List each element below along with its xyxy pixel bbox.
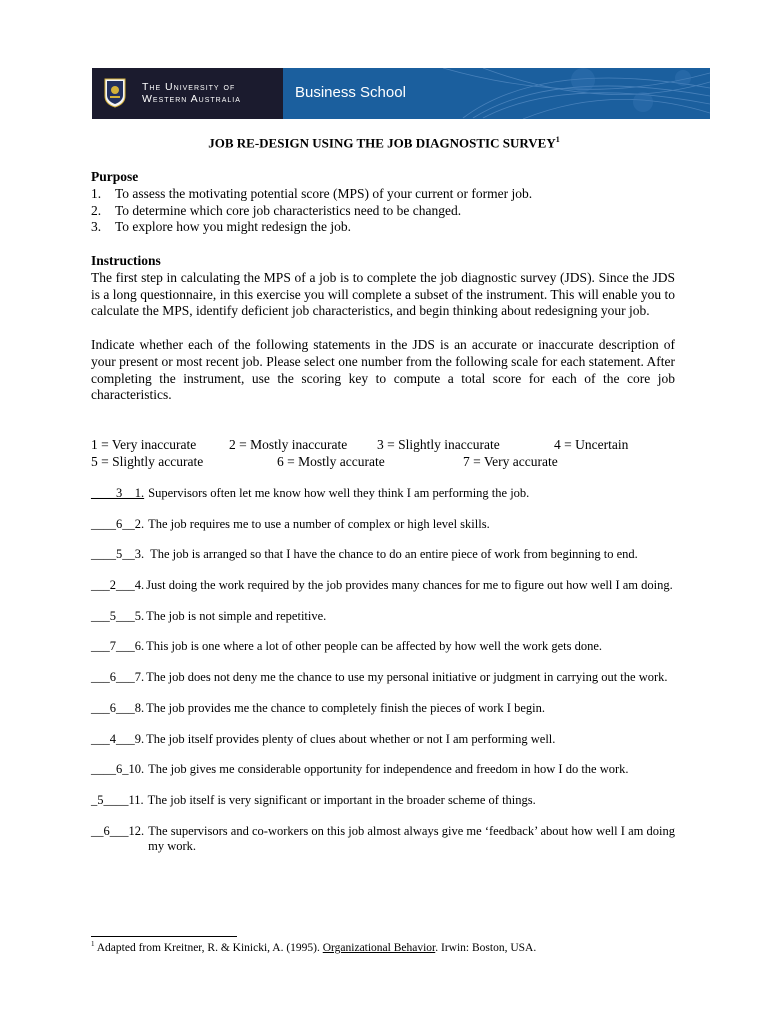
survey-answer[interactable]: ___7___6. <box>91 639 145 654</box>
survey-answer[interactable]: ____3__1. <box>91 486 145 500</box>
purpose-item-number: 1. <box>91 185 102 201</box>
purpose-section <box>91 169 675 236</box>
school-name: Business School <box>295 84 406 101</box>
survey-item <box>91 824 675 855</box>
university-name-line1: The University of <box>142 81 236 93</box>
footnote-text-before: Adapted from Kreitner, R. & Kinicki, A. (1995). <box>96 941 320 954</box>
survey-item <box>91 486 675 502</box>
university-name <box>142 81 241 105</box>
survey-statement: The job is not simple and repetitive. <box>146 608 327 623</box>
survey-answer[interactable]: __6___12. <box>91 823 145 838</box>
instructions-paragraph-2: Indicate whether each of the following statements in the JDS is an accurate or inaccurate description of your present or most recent job. Please select one number from the following scale for each statement. After completing the instrument, use the scoring key to compute a total score for each of the core job characteristics. <box>91 336 675 403</box>
footnote <box>91 940 536 954</box>
header-banner <box>92 68 710 119</box>
survey-statement: The job itself is very significant or important in the broader scheme of things. <box>147 792 536 807</box>
survey-item <box>91 762 675 778</box>
survey-items <box>91 486 675 870</box>
survey-statement: Just doing the work required by the job provides many chances for me to figure out how well I am doing. <box>146 578 673 593</box>
school-block <box>283 68 710 119</box>
survey-statement: The supervisors and co-workers on this job almost always give me ‘feedback’ about how well I am doing my work. <box>148 823 675 854</box>
survey-statement: The job is arranged so that I have the chance to do an entire piece of work from beginning to end. <box>150 547 638 562</box>
survey-statement: This job is one where a lot of other people can be affected by how well the work gets done. <box>146 639 603 654</box>
survey-statement: Supervisors often let me know how well they think I am performing the job. <box>148 486 530 500</box>
rating-scale <box>91 437 675 471</box>
survey-item <box>91 609 675 625</box>
purpose-item-text: To explore how you might redesign the job. <box>115 219 352 235</box>
footnote-text-after: . Irwin: Boston, USA. <box>435 941 537 954</box>
survey-answer[interactable]: ____5__3. <box>91 547 145 562</box>
survey-answer[interactable]: ___6___8. <box>91 700 145 715</box>
scale-option: 7 = Very accurate <box>463 453 558 469</box>
page-title <box>0 135 768 151</box>
survey-statement: The job requires me to use a number of complex or high level skills. <box>148 516 490 531</box>
survey-answer[interactable]: _5____11. <box>91 792 144 807</box>
scale-row-1 <box>91 437 675 454</box>
purpose-item-text: To assess the motivating potential score (MPS) of your current or former job. <box>115 185 533 201</box>
scale-option: 2 = Mostly inaccurate <box>229 437 348 452</box>
footnote-mark: 1 <box>91 940 95 948</box>
purpose-item-text: To determine which core job characteristics need to be changed. <box>115 202 462 218</box>
survey-item <box>91 701 675 717</box>
scale-row-2 <box>91 454 675 471</box>
university-name-line2: Western Australia <box>142 93 241 105</box>
survey-answer[interactable]: ____6_10. <box>91 762 145 777</box>
survey-item <box>91 732 675 748</box>
survey-answer[interactable]: ____6__2. <box>91 516 145 531</box>
survey-statement: The job itself provides plenty of clues about whether or not I am performing well. <box>146 731 556 746</box>
footnote-divider <box>91 936 237 937</box>
scale-option: 6 = Mostly accurate <box>277 453 385 469</box>
purpose-item <box>91 219 675 236</box>
survey-item <box>91 639 675 655</box>
footnote-book-title: Organizational Behavior <box>322 941 436 954</box>
survey-answer[interactable]: ___2___4. <box>91 578 145 593</box>
purpose-item-number: 2. <box>91 202 102 218</box>
survey-statement: The job does not deny me the chance to use my personal initiative or judgment in carrying out the work. <box>146 670 668 685</box>
instructions-section <box>91 253 675 404</box>
scale-option: 4 = Uncertain <box>554 437 629 452</box>
scale-option: 3 = Slightly inaccurate <box>377 437 500 452</box>
university-logo-block <box>92 68 283 119</box>
survey-answer[interactable]: ___5___5. <box>91 608 145 623</box>
title-footnote-mark: 1 <box>555 135 560 144</box>
scale-option: 5 = Slightly accurate <box>91 453 204 469</box>
instructions-paragraph-1: The first step in calculating the MPS of a job is to complete the job diagnostic survey (JDS). Since the JDS is a long questionnaire, in this exercise you will complete a subset of the instrument. This will enable you to calculate the MPS, identify deficient job characteristics, and begin thinking about redesigning your job. <box>91 269 675 319</box>
purpose-item <box>91 186 675 203</box>
survey-item <box>91 578 675 594</box>
survey-item <box>91 517 675 533</box>
purpose-list <box>91 186 675 236</box>
survey-statement: The job provides me the chance to completely finish the pieces of work I begin. <box>146 700 545 715</box>
survey-answer[interactable]: ___4___9. <box>91 731 145 746</box>
title-text: JOB RE-DESIGN USING THE JOB DIAGNOSTIC SURVEY <box>208 135 556 151</box>
survey-item <box>91 547 675 563</box>
instructions-heading: Instructions <box>91 253 161 268</box>
survey-item <box>91 793 675 809</box>
purpose-heading: Purpose <box>91 169 139 184</box>
survey-answer[interactable]: ___6___7. <box>91 670 145 685</box>
scale-option: 1 = Very inaccurate <box>91 437 197 452</box>
purpose-item-number: 3. <box>91 219 102 235</box>
survey-statement: The job gives me considerable opportunity for independence and freedom in how I do the work. <box>148 762 629 777</box>
survey-item <box>91 670 675 686</box>
purpose-item <box>91 203 675 220</box>
crest-icon <box>104 78 126 108</box>
